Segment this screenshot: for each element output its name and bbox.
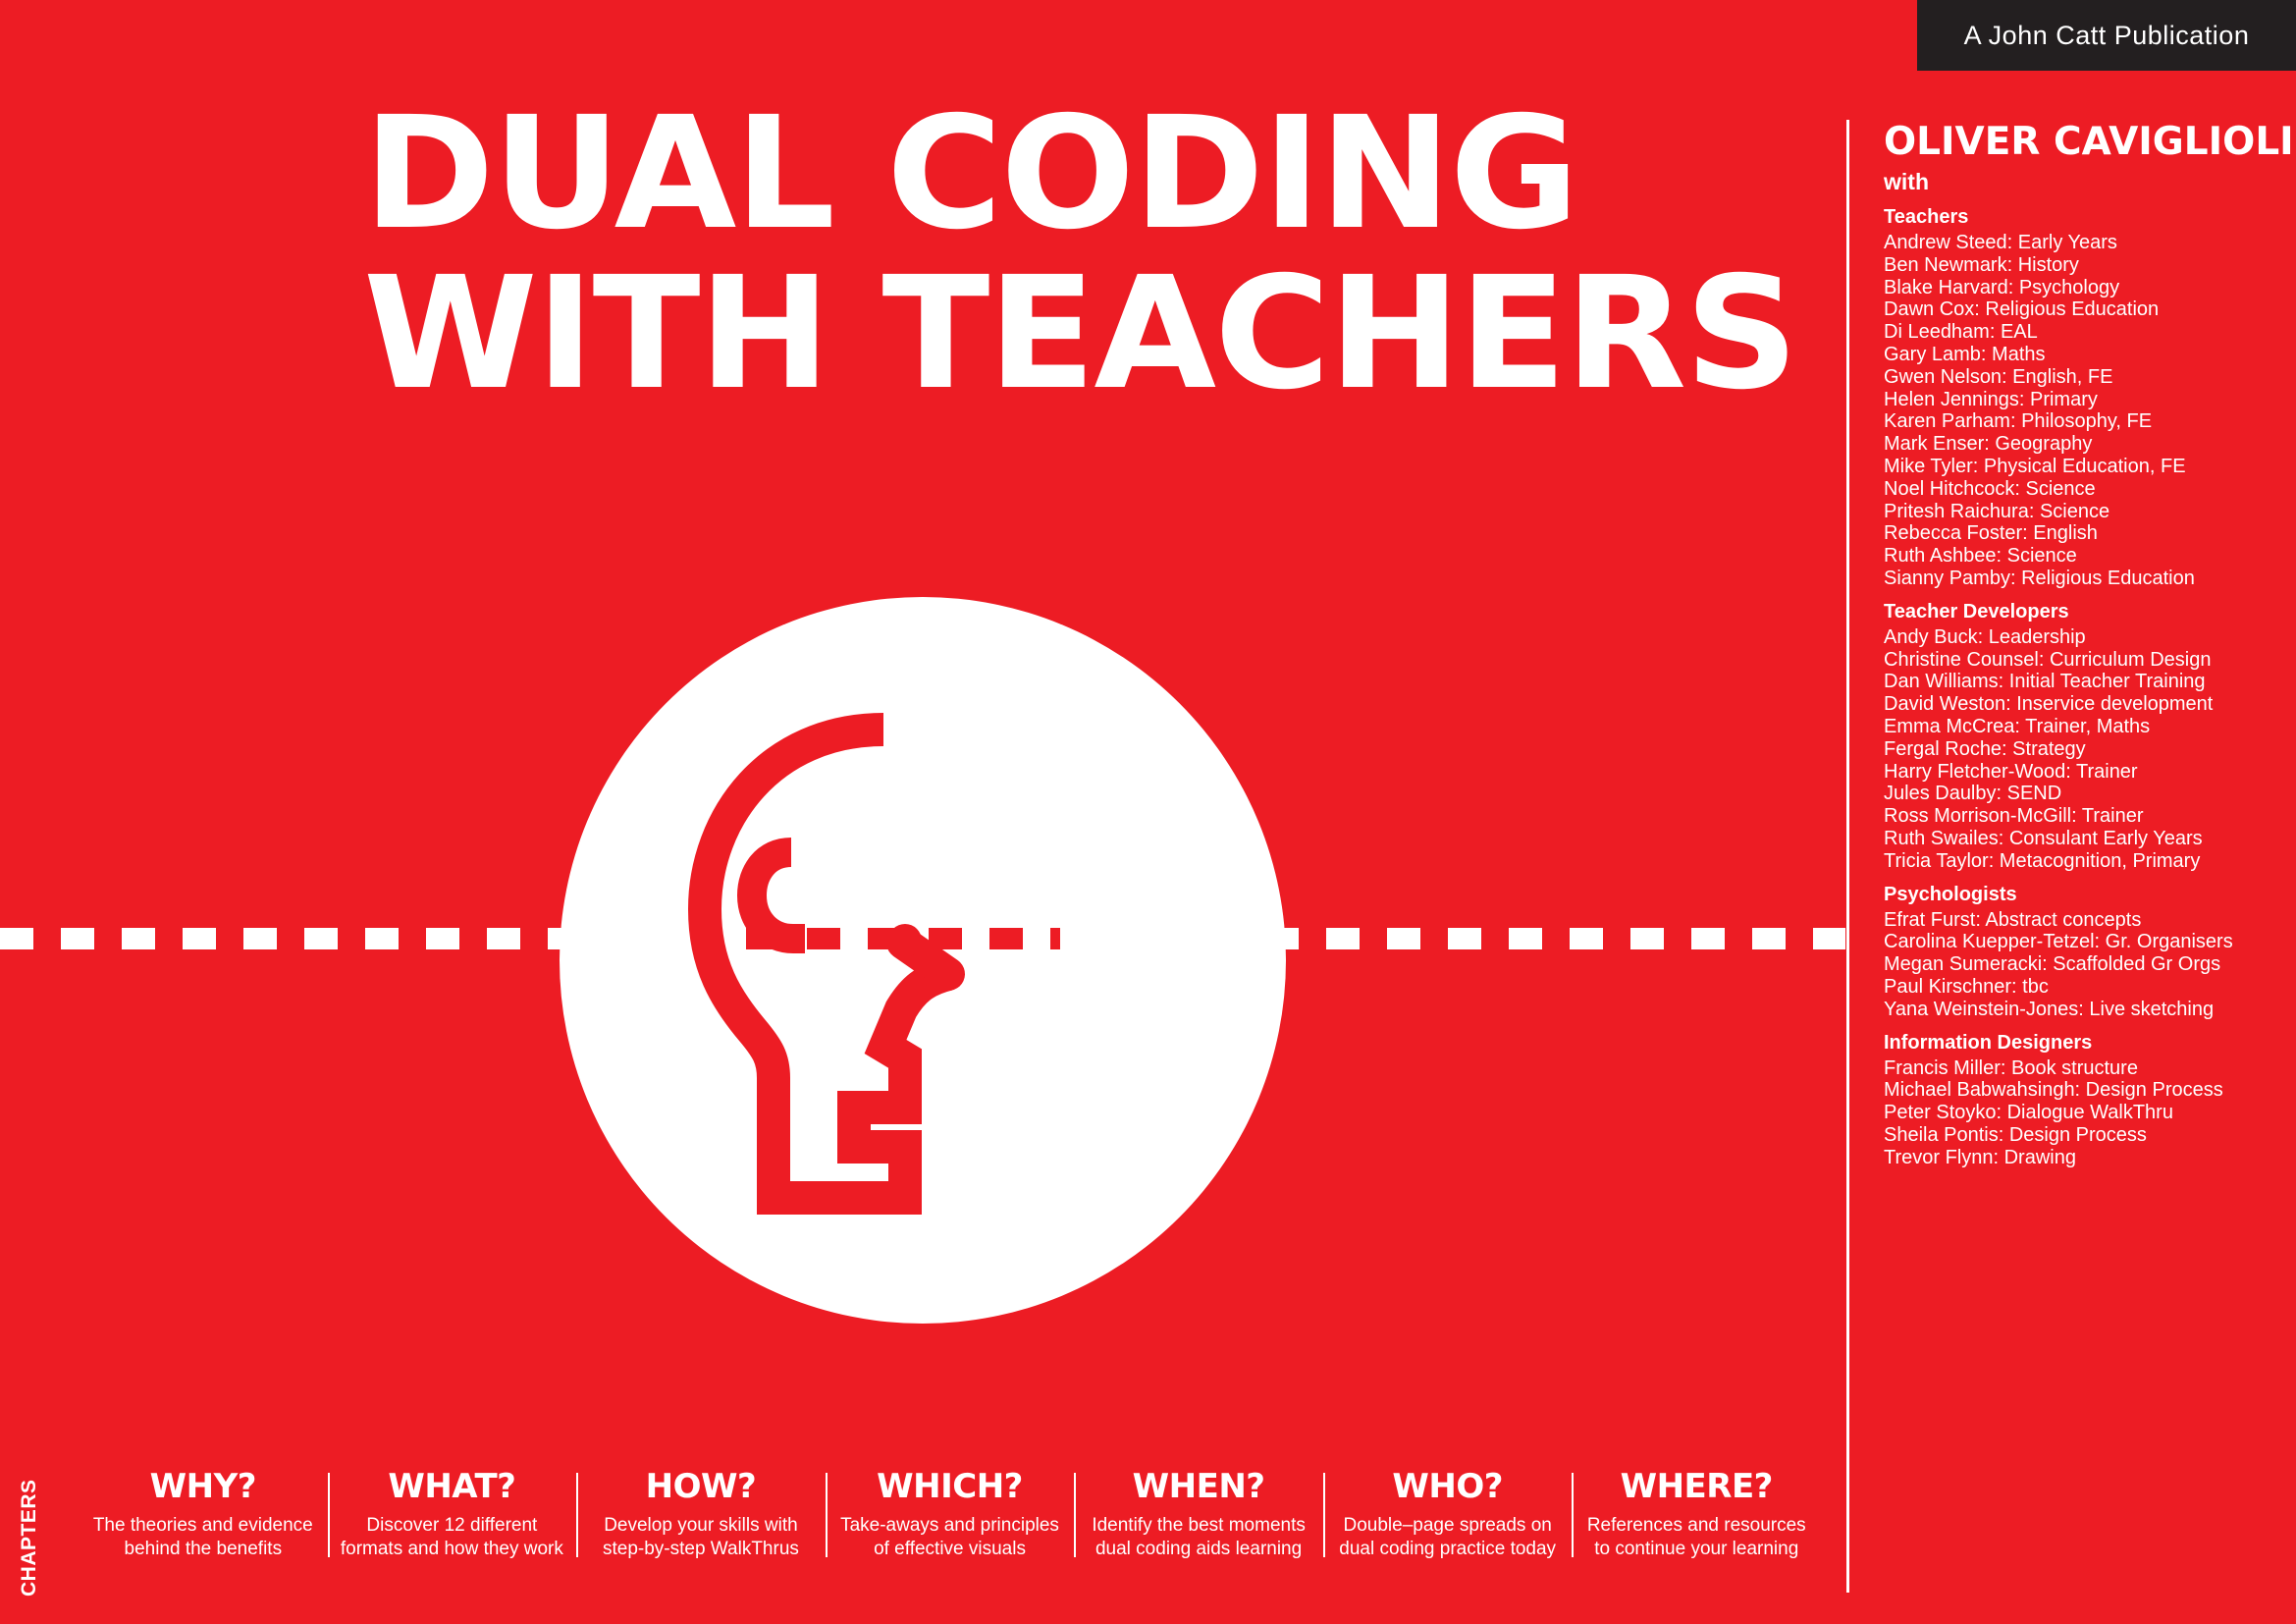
list-item: Rebecca Foster: English [1884,522,2098,545]
contributors-panel [1884,120,2294,1168]
contributor-group [1884,1031,2276,1169]
list-item: Pritesh Raichura: Science [1884,500,2110,522]
chapter-description: References and resources to continue your learning [1586,1515,1806,1559]
list-item: Sianny Pamby: Religious Education [1884,567,2195,589]
list-item: Carolina Kuepper-Tetzel: Gr. Organisers [1884,931,2233,953]
list-item: Noel Hitchcock: Science [1884,477,2096,500]
head-outline-svg [560,597,1286,1324]
chapter-list [79,1467,1821,1561]
chapter-item-who [1323,1467,1573,1561]
chapter-description: Identify the best moments dual coding aids learning [1092,1515,1306,1559]
dashed-rule-over-head [746,928,1060,949]
chapter-title: WHERE? [1620,1467,1773,1506]
page-title [363,83,1797,425]
chapter-item-what [328,1467,577,1561]
list-item: Dan Williams: Initial Teacher Training [1884,671,2206,693]
list-item: Ross Morrison-McGill: Trainer [1884,805,2144,828]
group-heading: Teacher Developers [1884,600,2069,623]
list-item: David Weston: Inservice development [1884,693,2214,716]
list-item: Christine Counsel: Curriculum Design [1884,648,2212,671]
list-item: Ruth Ashbee: Science [1884,545,2077,568]
list-item: Harry Fletcher-Wood: Trainer [1884,760,2138,783]
contributor-group [1884,600,2276,873]
title-line-2: WITH TEACHERS [363,244,1797,425]
group-heading: Psychologists [1884,883,2017,905]
chapter-description: Take-aways and principles of effective visuals [840,1515,1059,1559]
chapter-title: WHICH? [877,1467,1023,1506]
chapter-title: WHEN? [1132,1467,1265,1506]
chapter-item-why [79,1467,328,1561]
chapter-item-how [576,1467,826,1561]
list-item: Mike Tyler: Physical Education, FE [1884,455,2186,477]
list-item: Fergal Roche: Strategy [1884,737,2086,760]
list-item: Paul Kirschner: tbc [1884,975,2049,998]
list-item: Emma McCrea: Trainer, Maths [1884,715,2151,737]
list-item: Jules Daulby: SEND [1884,783,2062,805]
contributor-group [1884,883,2276,1021]
chapter-description: Develop your skills with step-by-step WalkThrus [602,1515,799,1559]
head-profile-brain-icon [560,597,1286,1324]
list-item: Tricia Taylor: Metacognition, Primary [1884,849,2201,872]
publisher-label: A John Catt Publication [1963,20,2250,50]
list-item: Di Leedham: EAL [1884,321,2038,344]
list-item: Dawn Cox: Religious Education [1884,298,2160,321]
chapter-description: Discover 12 different formats and how they work [340,1515,563,1559]
list-item: Helen Jennings: Primary [1884,388,2098,410]
group-heading: Teachers [1884,206,1969,228]
list-item: Gary Lamb: Maths [1884,343,2046,365]
list-item: Megan Sumeracki: Scaffolded Gr Orgs [1884,953,2221,976]
with-label: with [1884,169,1929,194]
chapter-description: The theories and evidence behind the benefits [92,1515,313,1559]
list-item: Efrat Furst: Abstract concepts [1884,908,2142,931]
publisher-badge [1917,0,2296,71]
list-item: Francis Miller: Book structure [1884,1056,2138,1079]
list-item: Karen Parham: Philosophy, FE [1884,410,2153,433]
chapter-description: Double–page spreads on dual coding practice today [1339,1515,1557,1559]
list-item: Gwen Nelson: English, FE [1884,365,2113,388]
chapter-title: WHO? [1392,1467,1503,1506]
contributor-group [1884,205,2276,590]
chapters-label: CHAPTERS [18,1479,40,1597]
chapter-title: WHY? [149,1467,256,1506]
list-item: Michael Babwahsingh: Design Process [1884,1079,2223,1102]
chapter-item-where [1572,1467,1821,1561]
chapter-title: WHAT? [388,1467,516,1506]
list-item: Ruth Swailes: Consulant Early Years [1884,827,2203,849]
list-item: Yana Weinstein-Jones: Live sketching [1884,998,2215,1020]
list-item: Blake Harvard: Psychology [1884,276,2120,298]
chapters-strip [0,1459,1845,1606]
list-item: Peter Stoyko: Dialogue WalkThru [1884,1102,2173,1124]
chapter-title: HOW? [645,1467,757,1506]
list-item: Trevor Flynn: Drawing [1884,1146,2076,1168]
list-item: Andy Buck: Leadership [1884,625,2086,648]
list-item: Sheila Pontis: Design Process [1884,1123,2147,1146]
chapter-item-when [1074,1467,1323,1561]
chapter-item-which [826,1467,1075,1561]
title-line-1: DUAL CODING [363,83,1577,264]
list-item: Ben Newmark: History [1884,253,2079,276]
dashed-rule-left [0,928,599,949]
column-divider [1846,120,1849,1593]
list-item: Mark Enser: Geography [1884,433,2093,456]
list-item: Andrew Steed: Early Years [1884,232,2117,253]
author-name: OLIVER CAVIGLIOLI [1884,120,2294,164]
group-heading: Information Designers [1884,1031,2093,1054]
